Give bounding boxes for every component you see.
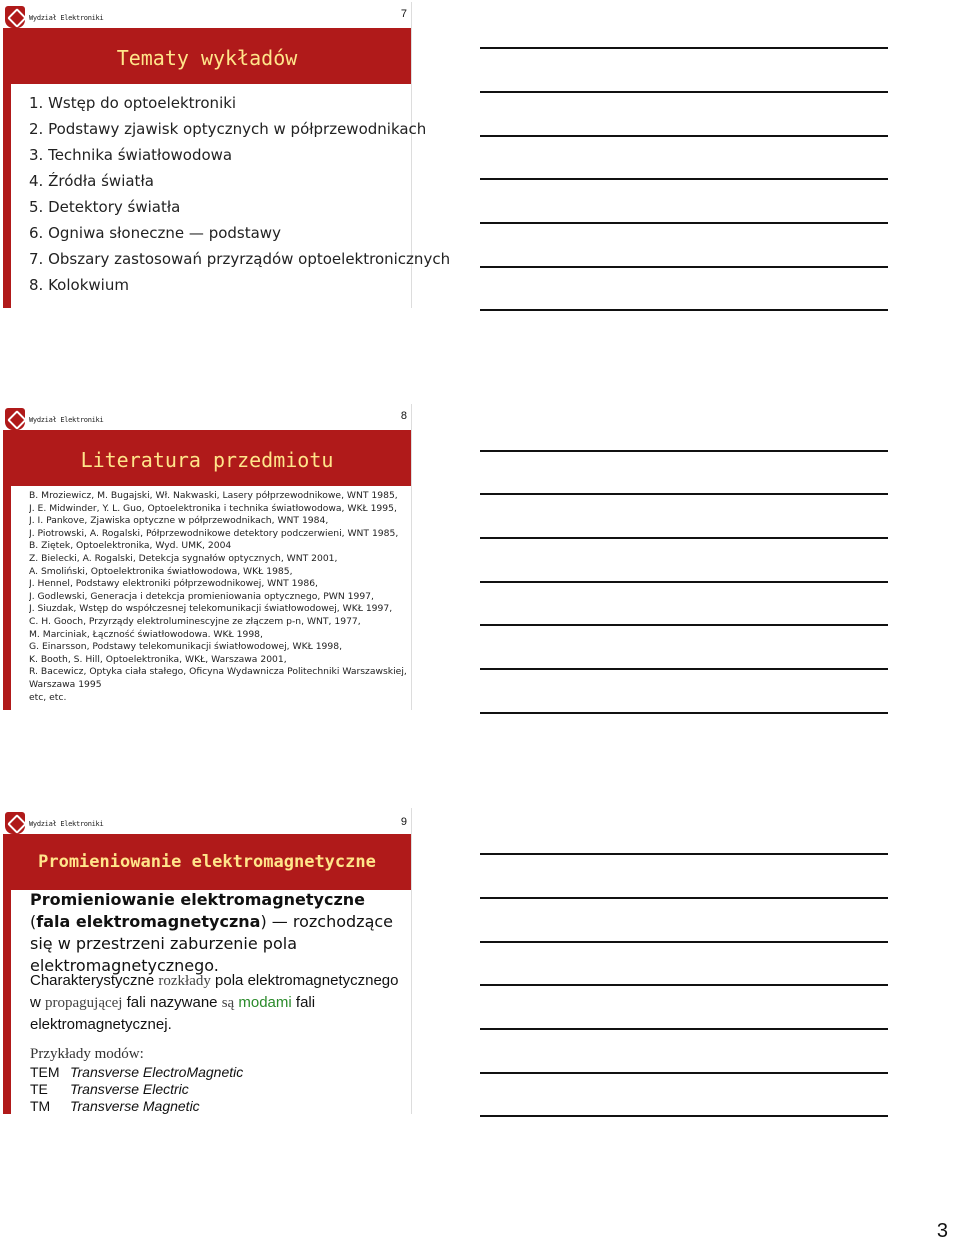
side-bar: [3, 84, 11, 308]
list-item: 7. Obszary zastosowań przyrządów optoelektronicznych: [29, 250, 451, 268]
slide-number: 9: [400, 816, 407, 828]
shield-icon: [5, 812, 25, 834]
note-line: [480, 624, 888, 626]
list-item: 1. Wstęp do optoelektroniki: [29, 94, 237, 112]
list-item: G. Einarsson, Podstawy telekomunikacji światłowodowej, WKŁ 1998,: [29, 641, 343, 653]
list-item: B. Mroziewicz, M. Bugajski, Wł. Nakwaski, Lasery półprzewodnikowe, WNT 1985,: [29, 490, 398, 501]
slide-title: Tematy wykładów: [3, 28, 411, 84]
note-line: [480, 178, 888, 180]
note-line: [480, 1115, 888, 1117]
mode-desc: Transverse ElectroMagnetic: [70, 1064, 244, 1080]
text-run: są: [221, 995, 235, 1011]
note-line: [480, 1028, 888, 1030]
text-run: rozkłady: [158, 973, 211, 989]
side-bar: [3, 890, 11, 1114]
note-line: [480, 309, 888, 311]
logo-text: Wydział Elektroniki: [29, 416, 104, 424]
list-item: 2. Podstawy zjawisk optycznych w półprzewodnikach: [29, 120, 427, 138]
note-line: [480, 266, 888, 268]
slide-7: [3, 2, 451, 308]
text-run: pola elektromagnetycznego w: [30, 972, 399, 1011]
note-line: [480, 581, 888, 583]
list-item: J. Hennel, Podstawy elektroniki półprzewodnikowej, WNT 1986,: [29, 578, 318, 590]
mode-desc: Transverse Magnetic: [70, 1098, 200, 1114]
list-item: J. Piotrowski, A. Rogalski, Półprzewodnikowe detektory podczerwieni, WNT 1985,: [29, 527, 399, 539]
note-line: [480, 712, 888, 714]
list-item: Z. Bielecki, A. Rogalski, Detekcja sygnałów optycznych, WNT 2001,: [29, 552, 338, 564]
list-item: [30, 1081, 243, 1098]
list-item: R. Bacewicz, Optyka ciała stałego, Oficyna Wydawnicza Politechniki Warszawskiej,: [29, 666, 407, 678]
mode-abbr: TE: [30, 1081, 48, 1097]
logo-text: Wydział Elektroniki: [29, 820, 104, 828]
list-item: J. I. Pankove, Zjawiska optyczne w półprzewodnikach, WNT 1984,: [29, 515, 329, 527]
definition-term: Promieniowanie elektromagnetyczne: [30, 890, 365, 909]
note-line: [480, 493, 888, 495]
list-item: [30, 1064, 243, 1081]
logo-text: Wydział Elektroniki: [29, 14, 104, 22]
mode-desc: Transverse Electric: [70, 1081, 189, 1097]
list-item: etc, etc.: [29, 691, 67, 703]
definition-term-alt: fala elektromagnetyczna: [36, 912, 261, 931]
list-item: K. Booth, S. Hill, Optoelektronika, WKŁ, Warszawa 2001,: [29, 653, 287, 665]
note-line: [480, 1072, 888, 1074]
note-line: [480, 984, 888, 986]
list-item: 3. Technika światłowodowa: [29, 146, 233, 164]
slide-number: 8: [400, 410, 407, 422]
page-number: 3: [936, 1220, 948, 1242]
list-item: B. Ziętek, Optoelektronika, Wyd. UMK, 2004: [29, 540, 232, 552]
examples-label: Przykłady modów:: [30, 1046, 144, 1062]
list-item: 8. Kolokwium: [29, 276, 129, 294]
slide-title: Promieniowanie elektromagnetyczne: [3, 834, 411, 890]
list-item: [30, 1098, 243, 1115]
list-item: A. Smoliński, Optoelektronika światłowodowa, WKŁ 1985,: [29, 565, 293, 577]
text-run: Charakterystyczne: [30, 972, 159, 989]
definition-text: (: [30, 912, 37, 931]
shield-icon: [5, 6, 25, 28]
text-run: fali nazywane: [122, 994, 222, 1011]
list-item: J. Siuzdak, Wstęp do współczesnej telekomunikacji światłowodowej, WKŁ 1997,: [29, 603, 393, 615]
text-run: propagującej: [45, 995, 123, 1011]
note-line: [480, 941, 888, 943]
shield-icon: [5, 408, 25, 430]
slide-title: Literatura przedmiotu: [3, 430, 411, 486]
list-item: 5. Detektory światła: [29, 198, 181, 216]
topics-list: [29, 90, 450, 298]
list-item: J. Godlewski, Generacja i detekcja promieniowania optycznego, PWN 1997,: [29, 590, 374, 602]
note-line: [480, 537, 888, 539]
list-item: J. E. Midwinder, Y. L. Guo, Optoelektronika i technika światłowodowa, WKŁ 1995,: [29, 502, 397, 514]
note-line: [480, 668, 888, 670]
text-run: modami: [238, 994, 292, 1011]
note-line: [480, 897, 888, 899]
mode-abbr: TEM: [30, 1064, 60, 1080]
modes-description: [30, 970, 408, 1035]
mode-abbr: TM: [30, 1098, 51, 1114]
note-line: [480, 91, 888, 93]
list-item: Warszawa 1995: [29, 678, 102, 690]
list-item: 6. Ogniwa słoneczne — podstawy: [29, 224, 281, 242]
slide-number: 7: [400, 8, 407, 20]
side-bar: [3, 486, 11, 710]
list-item: 4. Źródła światła: [29, 172, 154, 190]
list-item: M. Marciniak, Łączność światłowodowa. WKŁ 1998,: [29, 628, 263, 640]
note-line: [480, 47, 888, 49]
text-run: fali elektromagnetycznej.: [30, 994, 316, 1033]
definition-text: ) — rozchodzące się w przestrzeni zaburzenie pola elektromagnetycznego.: [30, 912, 394, 975]
note-line: [480, 853, 888, 855]
note-line: [480, 222, 888, 224]
modes-list: [30, 1064, 243, 1115]
references-list: [29, 490, 409, 704]
note-line: [480, 450, 888, 452]
definition-text: [30, 889, 408, 977]
note-line: [480, 135, 888, 137]
list-item: C. H. Gooch, Przyrządy elektroluminescyjne ze złączem p-n, WNT, 1977,: [29, 615, 361, 627]
